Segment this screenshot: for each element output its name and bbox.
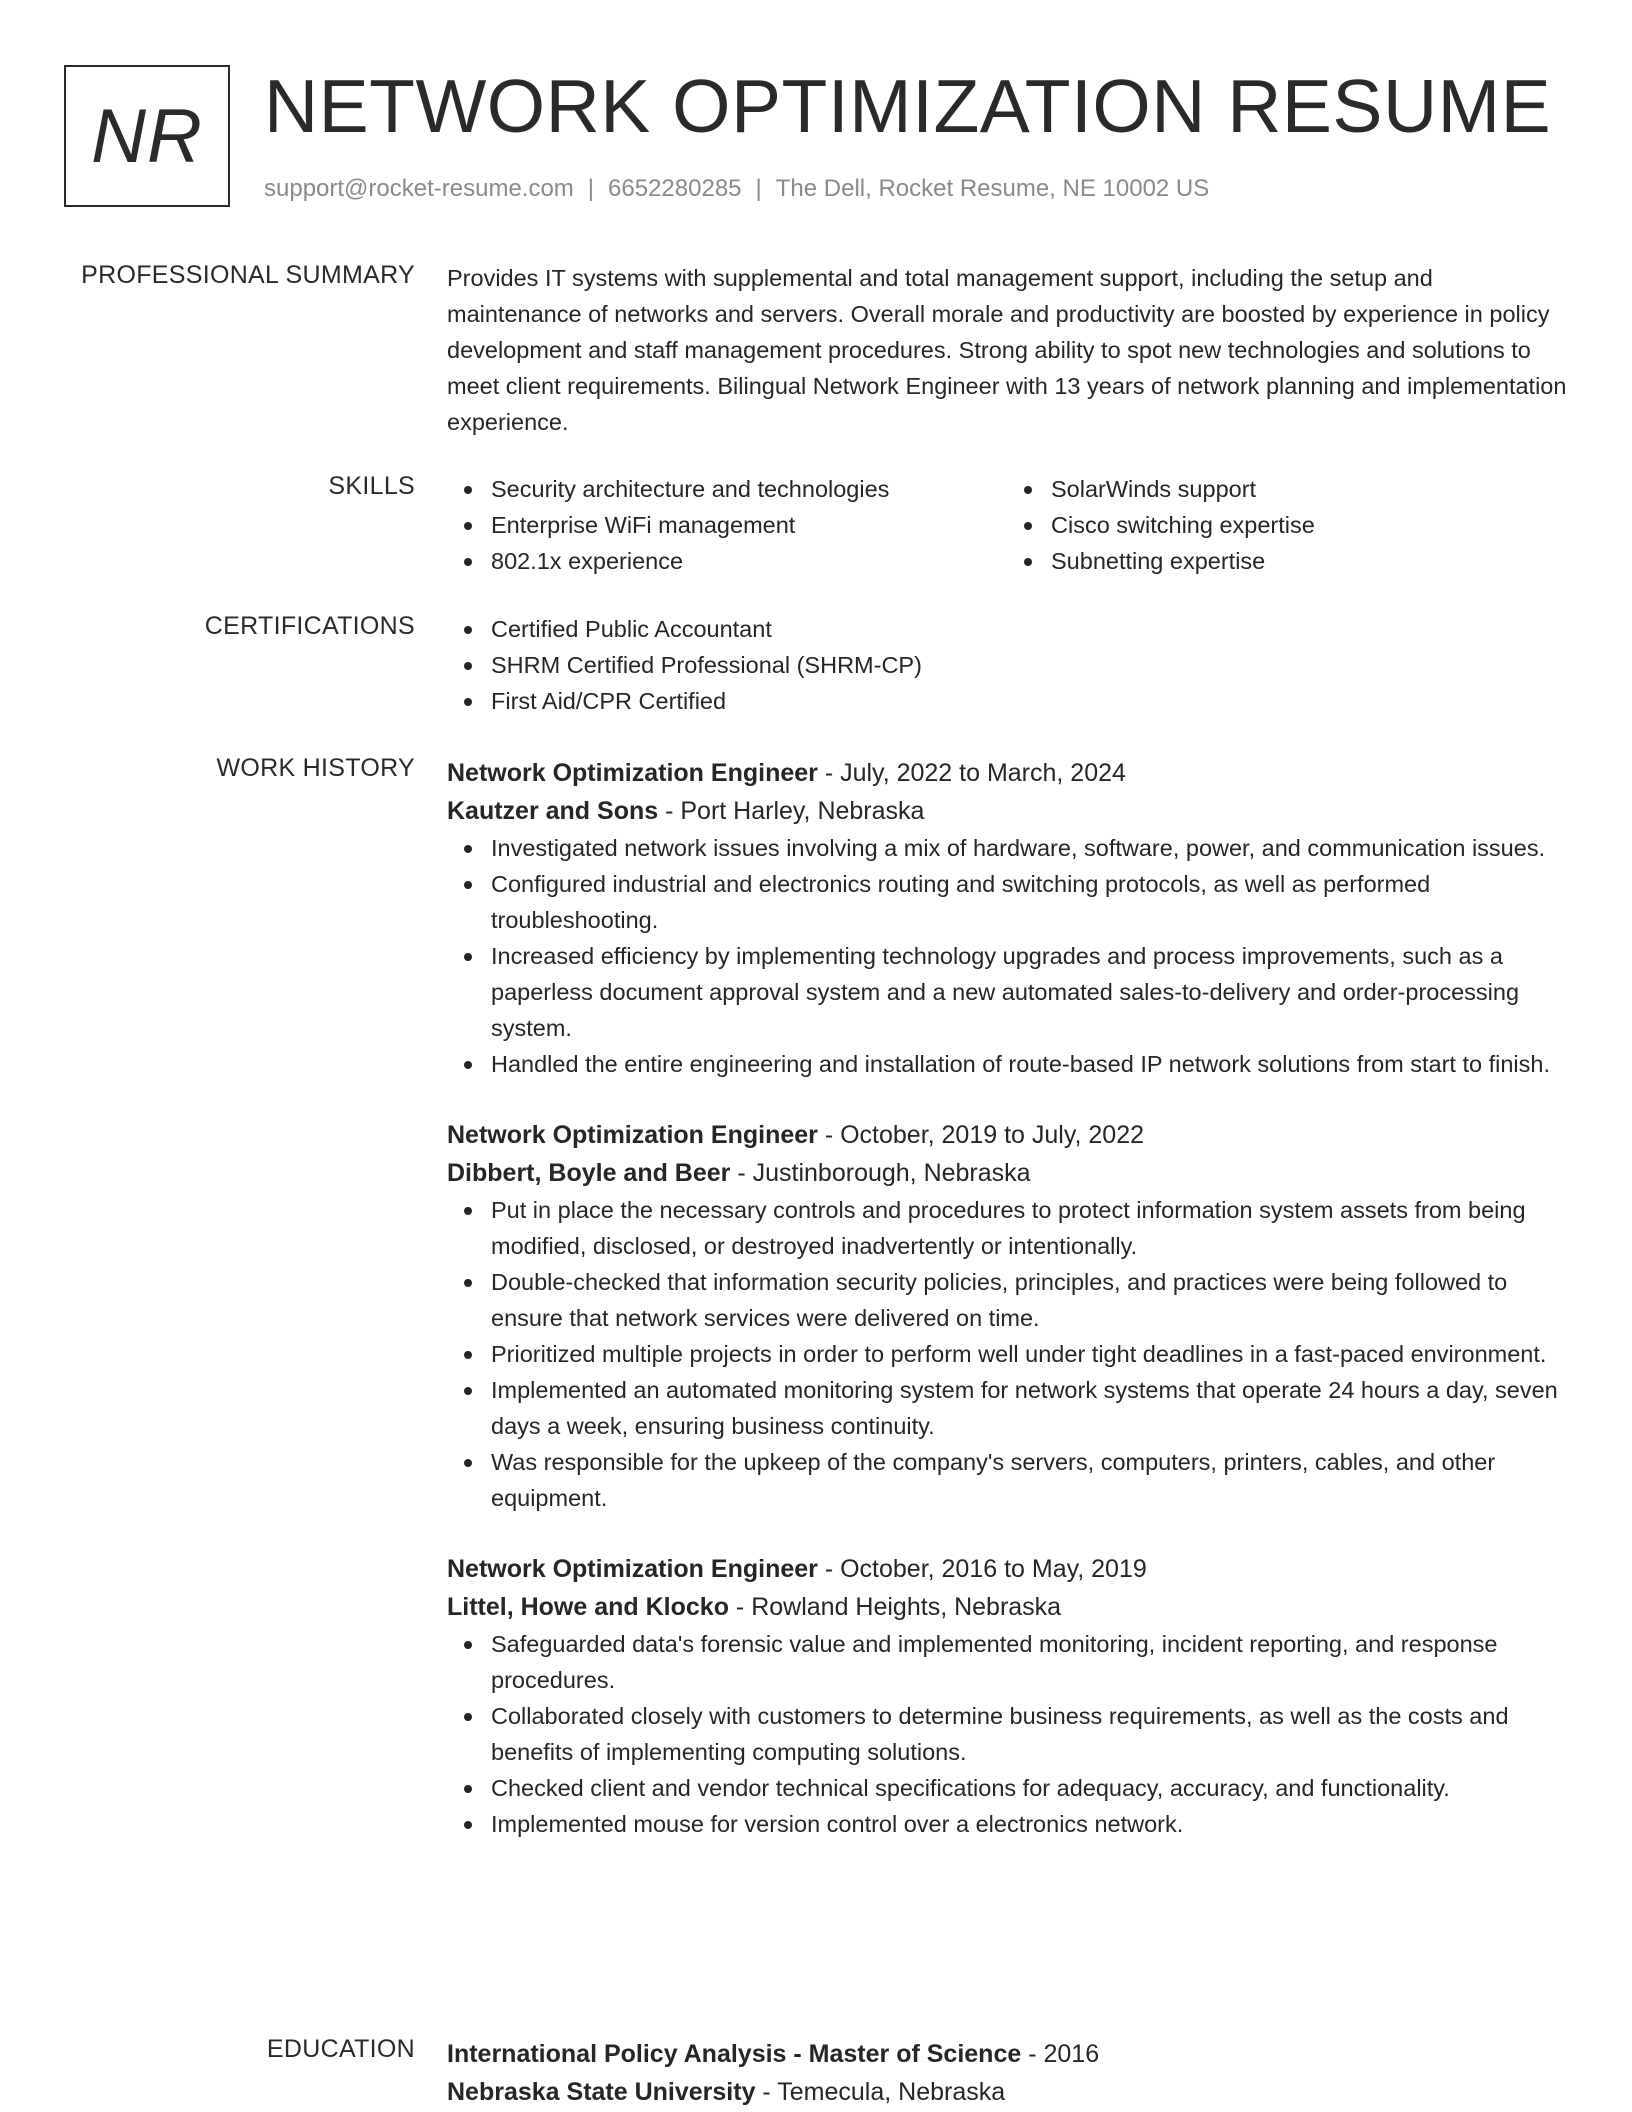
job-company: Kautzer and Sons (447, 797, 659, 825)
list-item: Security architecture and technologies (491, 471, 1007, 507)
skills-list-right (1007, 471, 1567, 579)
job-bullets (447, 830, 1567, 1082)
education-location: - Temecula, Nebraska (755, 2078, 1006, 2106)
resume-title: NETWORK OPTIMIZATION RESUME (264, 64, 1552, 148)
list-item: 802.1x experience (491, 543, 1007, 579)
contact-line (264, 175, 1209, 203)
list-item: SolarWinds support (1051, 471, 1567, 507)
job-title: Network Optimization Engineer (447, 1121, 818, 1149)
job-entry (447, 754, 1567, 1082)
job-dates: - October, 2016 to May, 2019 (817, 1555, 1147, 1583)
job-company-line (447, 792, 1567, 830)
job-entry (447, 1550, 1567, 1842)
resume-header (64, 65, 1568, 215)
job-title-line (447, 754, 1567, 792)
job-bullets (447, 1626, 1567, 1842)
job-company-line (447, 1588, 1567, 1626)
list-item: Increased efficiency by implementing technology upgrades and process improvements, such as a paperless document approval system and a new automated sales-to-delivery and order-processing system. (491, 938, 1567, 1046)
job-location: - Justinborough, Nebraska (730, 1159, 1031, 1187)
contact-separator: | (587, 175, 595, 202)
list-item: Implemented mouse for version control over a electronics network. (491, 1806, 1567, 1842)
education-degree-line (447, 2035, 1567, 2073)
monogram-logo: NR (64, 65, 230, 207)
list-item: Was responsible for the upkeep of the company's servers, computers, printers, cables, and other equipment. (491, 1444, 1567, 1516)
certifications-list (447, 611, 1567, 719)
job-title-line (447, 1550, 1567, 1588)
list-item: Checked client and vendor technical specifications for adequacy, accuracy, and functionality. (491, 1770, 1567, 1806)
education-school-line (447, 2073, 1567, 2111)
job-company: Dibbert, Boyle and Beer (447, 1159, 731, 1187)
job-dates: - July, 2022 to March, 2024 (817, 759, 1126, 787)
job-bullets (447, 1192, 1567, 1516)
section-label-summary: PROFESSIONAL SUMMARY (81, 261, 415, 289)
job-company-line (447, 1154, 1567, 1192)
summary-body (447, 260, 1567, 440)
list-item: Safeguarded data's forensic value and implemented monitoring, incident reporting, and response procedures. (491, 1626, 1567, 1698)
job-location: - Port Harley, Nebraska (658, 797, 925, 825)
skills-list-left (447, 471, 1007, 579)
list-item: Investigated network issues involving a mix of hardware, software, power, and communication issues. (491, 830, 1567, 866)
job-entry (447, 1116, 1567, 1516)
certifications-body (447, 611, 1567, 719)
job-dates: - October, 2019 to July, 2022 (817, 1121, 1144, 1149)
education-body (447, 2035, 1567, 2111)
list-item: Certified Public Accountant (491, 611, 1567, 647)
list-item: Enterprise WiFi management (491, 507, 1007, 543)
list-item: SHRM Certified Professional (SHRM-CP) (491, 647, 1567, 683)
list-item: Implemented an automated monitoring system for network systems that operate 24 hours a day, seven days a week, ensuring business continuity. (491, 1372, 1567, 1444)
work-history-body (447, 754, 1567, 1876)
job-company: Littel, Howe and Klocko (447, 1593, 729, 1621)
section-label-skills: SKILLS (328, 472, 415, 500)
list-item: Prioritized multiple projects in order to perform well under tight deadlines in a fast-paced environment. (491, 1336, 1567, 1372)
list-item: Put in place the necessary controls and procedures to protect information system assets from being modified, disclosed, or destroyed inadvertently or intentionally. (491, 1192, 1567, 1264)
education-degree: International Policy Analysis - Master of Science (447, 2040, 1022, 2068)
list-item: Cisco switching expertise (1051, 507, 1567, 543)
job-title: Network Optimization Engineer (447, 1555, 818, 1583)
list-item: Subnetting expertise (1051, 543, 1567, 579)
skills-body (447, 471, 1567, 579)
job-location: - Rowland Heights, Nebraska (728, 1593, 1062, 1621)
section-label-work-history: WORK HISTORY (216, 754, 415, 782)
contact-phone: 6652280285 (608, 175, 742, 202)
contact-email: support@rocket-resume.com (264, 175, 574, 202)
list-item: Double-checked that information security policies, principles, and practices were being followed to ensure that network services were delivered on time. (491, 1264, 1567, 1336)
list-item: Collaborated closely with customers to determine business requirements, as well as the costs and benefits of implementing computing solutions. (491, 1698, 1567, 1770)
education-year: - 2016 (1021, 2040, 1100, 2068)
summary-text: Provides IT systems with supplemental and total management support, including the setup and maintenance of networks and servers. Overall morale and productivity are boosted by experience in policy development and staff management procedures. Strong ability to spot new technologies and solutions to meet client requirements. Bilingual Network Engineer with 13 years of network planning and implementation experience. (447, 265, 1567, 435)
job-title-line (447, 1116, 1567, 1154)
section-label-certifications: CERTIFICATIONS (204, 612, 415, 640)
education-school: Nebraska State University (447, 2078, 756, 2106)
list-item: Handled the entire engineering and installation of route-based IP network solutions from start to finish. (491, 1046, 1567, 1082)
list-item: Configured industrial and electronics routing and switching protocols, as well as performed troubleshooting. (491, 866, 1567, 938)
contact-address: The Dell, Rocket Resume, NE 10002 US (775, 175, 1210, 202)
section-label-education: EDUCATION (266, 2035, 415, 2063)
contact-separator: | (755, 175, 762, 202)
job-title: Network Optimization Engineer (447, 759, 818, 787)
list-item: First Aid/CPR Certified (491, 683, 1567, 719)
